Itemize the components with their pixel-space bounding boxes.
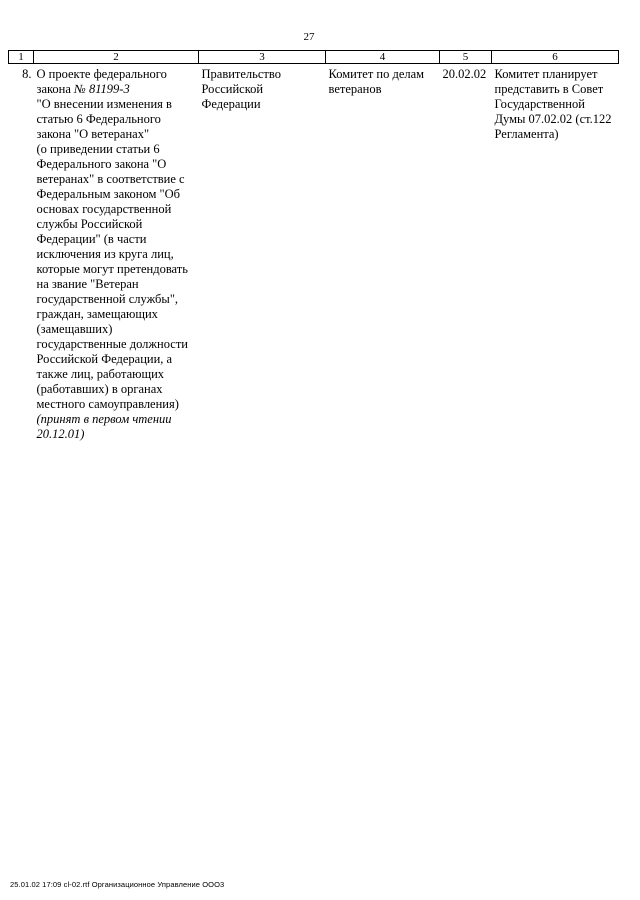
column-header-3: 3 <box>199 51 326 64</box>
document-footer: 25.01.02 17:09 cl-02.rtf Организационное Управление ООО3 <box>10 880 225 889</box>
column-header-5: 5 <box>440 51 492 64</box>
column-header-1: 1 <box>9 51 34 64</box>
column-header-4: 4 <box>326 51 440 64</box>
row-number: 8. <box>22 67 32 81</box>
initiator-cell: Правительство Российской Федерации <box>201 67 281 111</box>
bill-status: (принят в первом чтении 20.12.01) <box>36 412 172 441</box>
bill-number: № 81199-3 <box>74 82 130 96</box>
bill-note: (о приведении статьи 6 Федерального закона "О ветеранах" в соответствие с Федеральным законом "Об основах государственной службы Российской Федерации" (в части исключения из круга лиц, которые могут претендовать на звание "Ветеран государственной службы", граждан, замещающих (замещавших) государственные должности Российской Федерации, а также лиц, работающих (работавших) в органах местного самоуправления) <box>36 142 188 411</box>
legislation-table <box>8 50 619 442</box>
bill-title-prefix: О проекте федерального закона <box>36 67 167 96</box>
page-number: 27 <box>303 31 315 43</box>
bill-name: "О внесении изменения в статью 6 Федерального закона "О ветеранах" <box>36 97 172 141</box>
table-header-row <box>9 51 619 64</box>
committee-cell: Комитет по делам ветеранов <box>328 67 425 96</box>
column-header-6: 6 <box>492 51 619 64</box>
table-row <box>9 64 619 443</box>
column-header-2: 2 <box>34 51 199 64</box>
bill-description-cell <box>34 64 199 443</box>
date-cell: 20.02.02 <box>442 67 487 81</box>
comment-cell: Комитет планирует представить в Совет Государственной Думы 07.02.02 (ст.122 Регламента) <box>494 67 612 141</box>
